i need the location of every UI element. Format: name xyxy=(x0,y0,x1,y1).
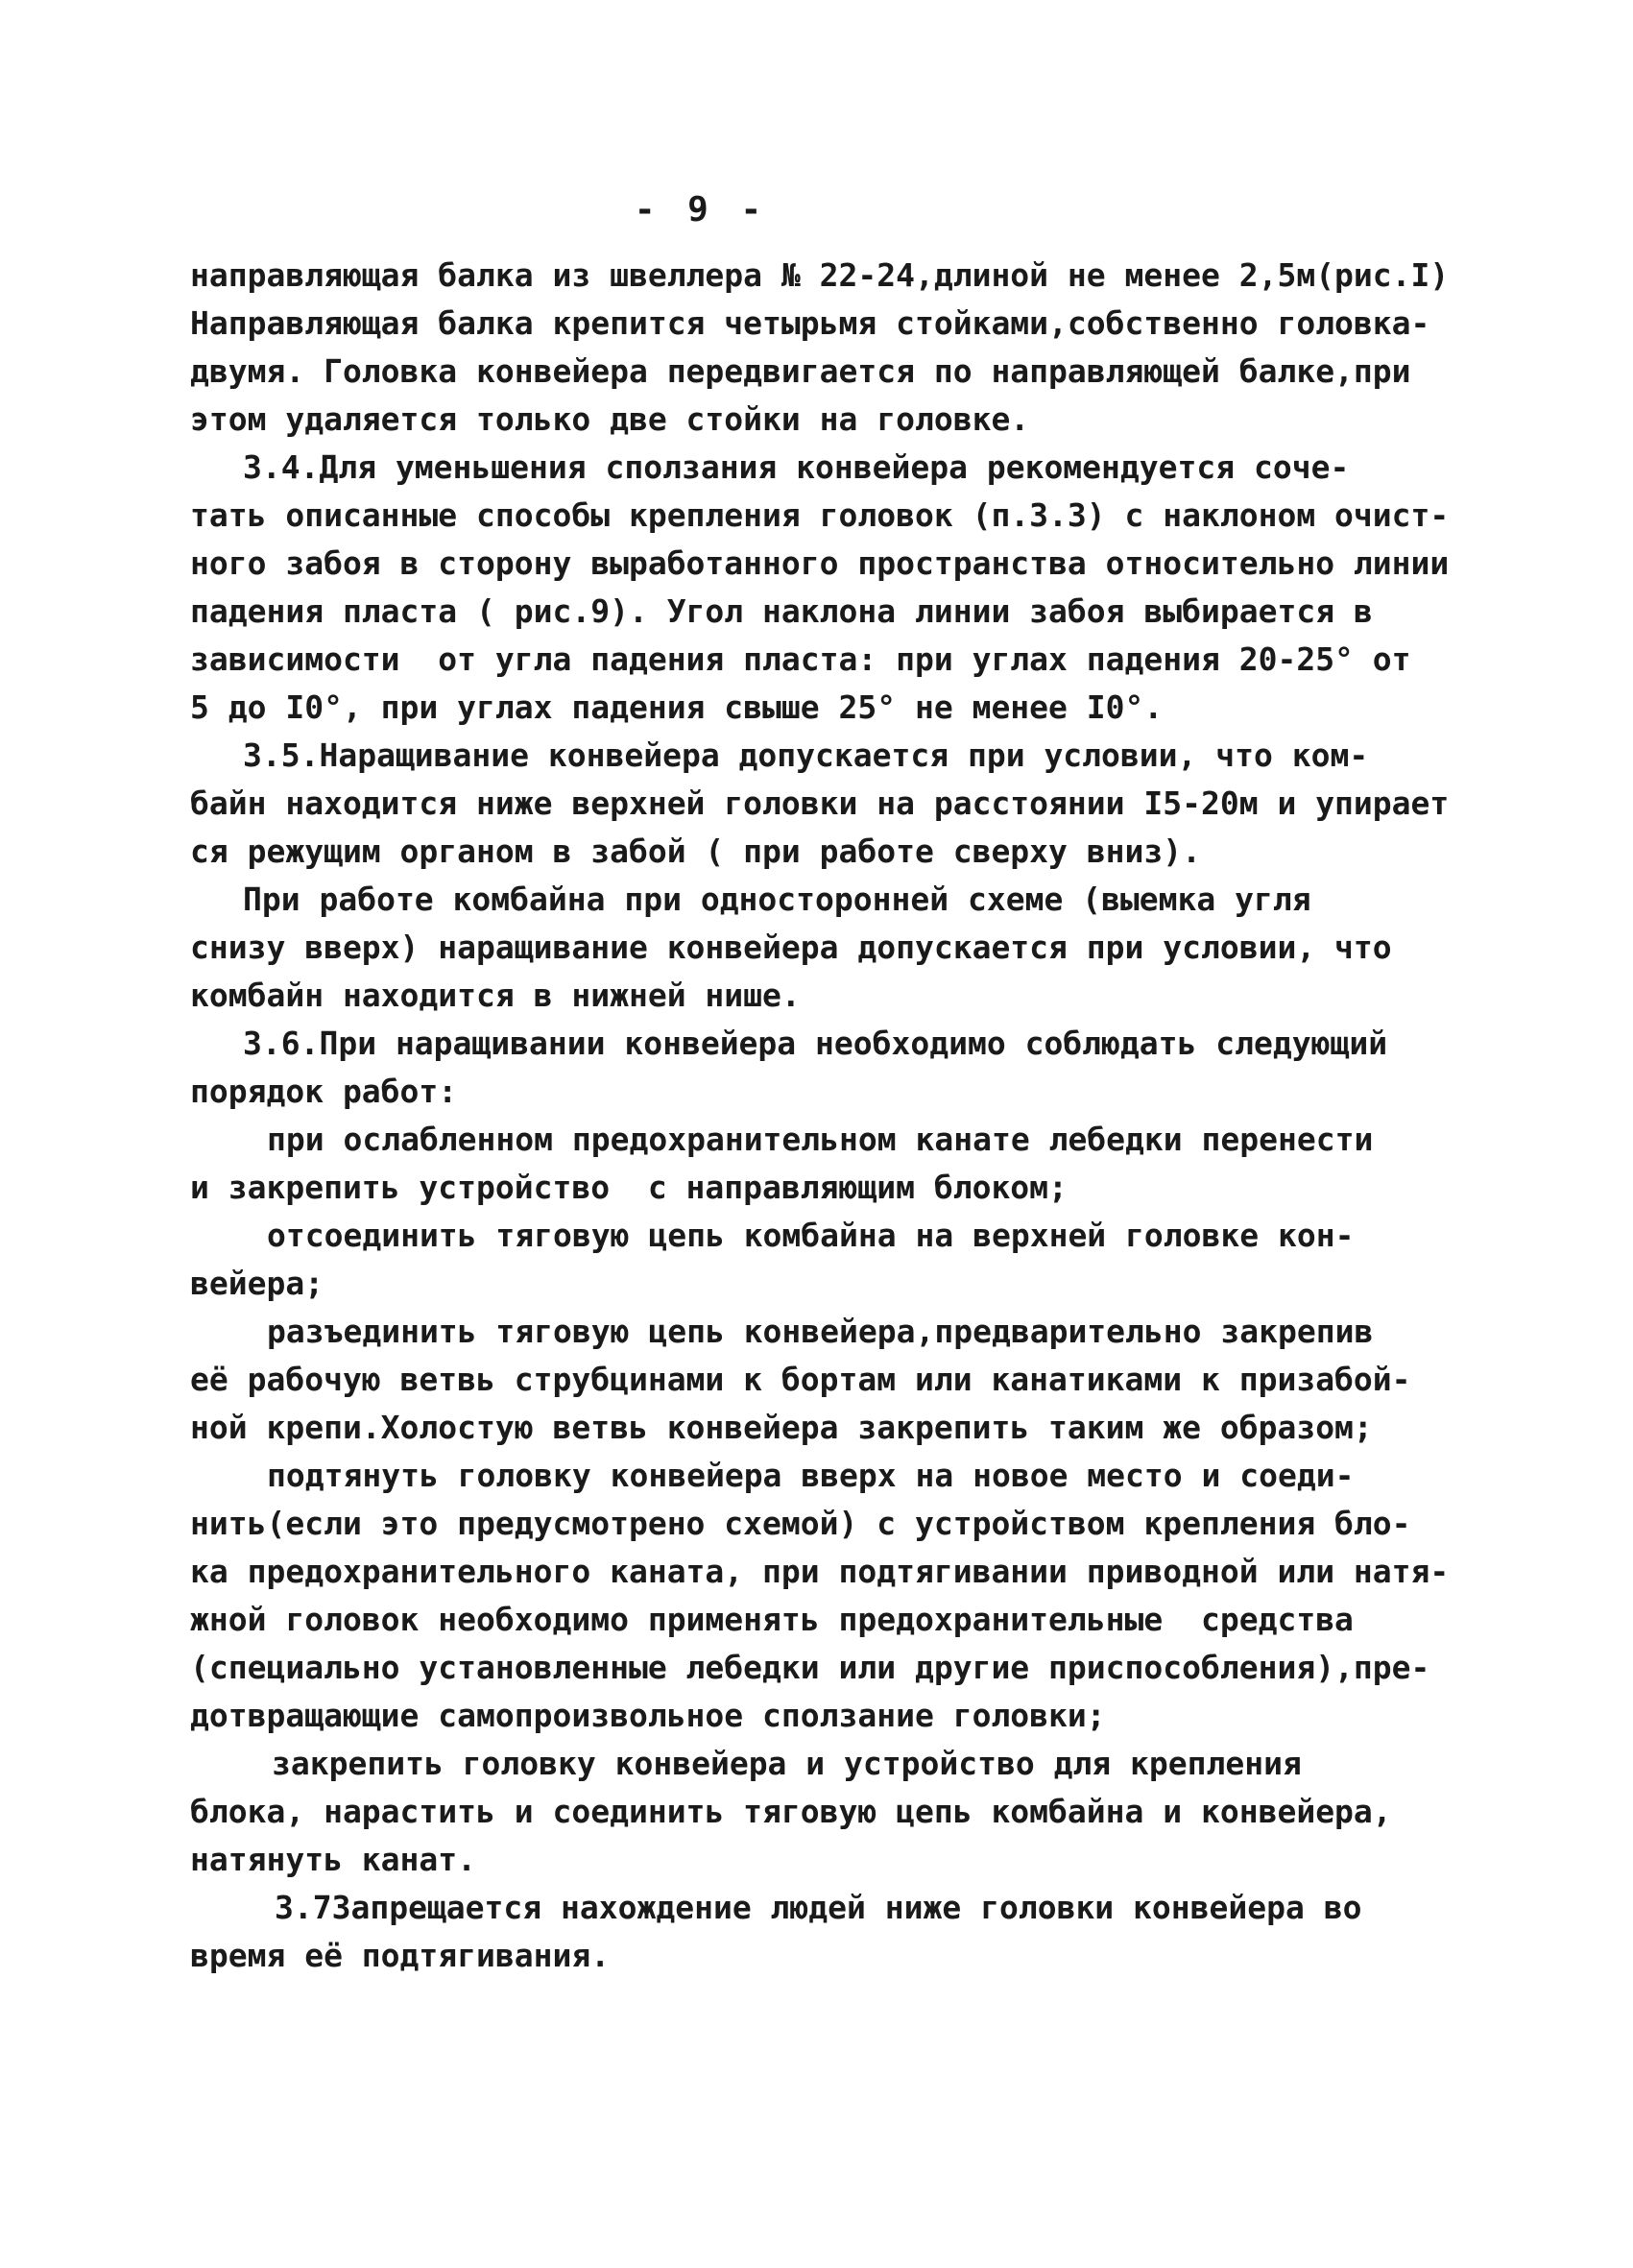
body-text xyxy=(190,252,1496,1980)
text-line: комбайн находится в нижней нише. xyxy=(190,977,801,1014)
text-line: снизу вверх) наращивание конвейера допускается при условии, что xyxy=(190,929,1392,966)
text-line: её рабочую ветвь струбцинами к бортам или канатиками к призабой- xyxy=(190,1361,1411,1398)
paragraph-start: При работе комбайна при односторонней схеме (выемка угля xyxy=(243,881,1311,918)
text-line: ка предохранительного каната, при подтягивании приводной или натя- xyxy=(190,1553,1450,1590)
text-line: порядок работ: xyxy=(190,1073,458,1110)
text-line: жной головок необходимо применять предохранительные средства xyxy=(190,1601,1354,1638)
text-line: падения пласта ( рис.9). Угол наклона линии забоя выбирается в xyxy=(190,592,1373,630)
text-line: направляющая балка из швеллера № 22-24,длиной не менее 2,5м(рис.I) xyxy=(190,256,1450,294)
list-item-start: при ослабленном предохранительном канате лебедки перенести xyxy=(267,1121,1374,1158)
text-line: тать описанные способы крепления головок (п.3.3) с наклоном очист- xyxy=(190,496,1450,534)
text-line: время её подтягивания. xyxy=(190,1937,611,1974)
list-item-start: подтянуть головку конвейера вверх на новое место и соеди- xyxy=(267,1457,1355,1494)
list-item-start: закрепить головку конвейера и устройство для крепления xyxy=(272,1745,1302,1782)
text-line: ной крепи.Холостую ветвь конвейера закрепить таким же образом; xyxy=(190,1409,1373,1446)
text-line: ного забоя в сторону выработанного пространства относительно линии xyxy=(190,544,1450,582)
list-item-start: разъединить тяговую цепь конвейера,предварительно закрепив xyxy=(267,1313,1374,1350)
text-line: натянуть канат. xyxy=(190,1841,477,1878)
text-line: 5 до I0°, при углах падения свыше 25° не менее I0°. xyxy=(190,688,1164,726)
text-line: нить(если это предусмотрено схемой) с устройством крепления бло- xyxy=(190,1505,1411,1542)
text-line: зависимости от угла падения пласта: при углах падения 20-25° от xyxy=(190,640,1411,678)
text-line: дотвращающие самопроизвольное сползание головки; xyxy=(190,1697,1106,1734)
text-line: и закрепить устройство с направляющим блоком; xyxy=(190,1169,1068,1206)
page-number: - 9 - xyxy=(634,190,768,229)
text-line: (специально установленные лебедки или другие приспособления),пре- xyxy=(190,1649,1430,1686)
text-line: ся режущим органом в забой ( при работе сверху вниз). xyxy=(190,832,1201,870)
text-line: байн находится ниже верхней головки на расстоянии I5-20м и упирает xyxy=(190,784,1450,822)
text-line: двумя. Головка конвейера передвигается по направляющей балке,при xyxy=(190,352,1411,390)
text-line: Направляющая балка крепится четырьмя стойками,собственно головка- xyxy=(190,304,1430,342)
text-line: блока, нарастить и соединить тяговую цепь комбайна и конвейера, xyxy=(190,1793,1392,1830)
paragraph-3-7-start: 3.7Запрещается нахождение людей ниже головки конвейера во xyxy=(275,1889,1362,1926)
list-item-start: отсоединить тяговую цепь комбайна на верхней головке кон- xyxy=(267,1217,1355,1254)
paragraph-3-4-start: 3.4.Для уменьшения сползания конвейера рекомендуется соче- xyxy=(243,448,1350,486)
paragraph-3-5-start: 3.5.Наращивание конвейера допускается при условии, что ком- xyxy=(243,736,1369,774)
text-line: вейера; xyxy=(190,1265,324,1302)
text-line: этом удаляется только две стойки на головке. xyxy=(190,400,1030,438)
paragraph-3-6-start: 3.6.При наращивании конвейера необходимо соблюдать следующий xyxy=(243,1025,1388,1062)
